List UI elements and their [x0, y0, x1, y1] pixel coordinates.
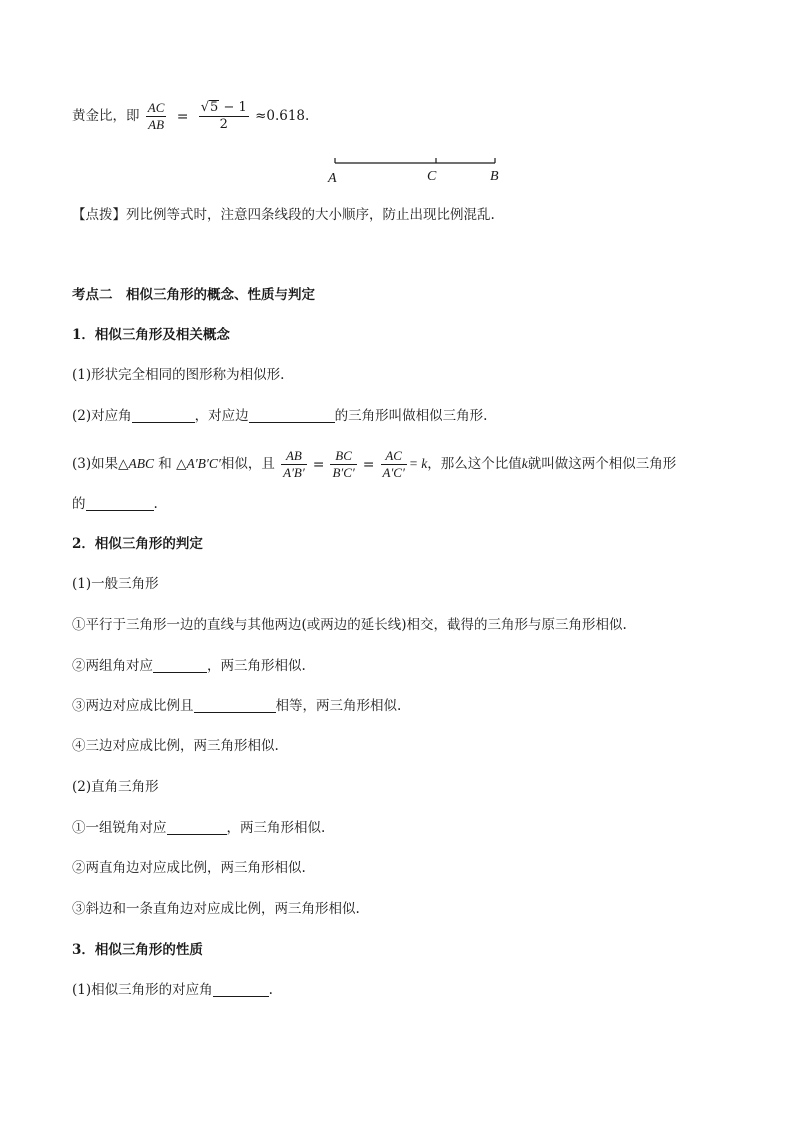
fraction-sqrt5 [199, 100, 249, 133]
s1-item2-c: 的三角形叫做相似三角形. [334, 408, 488, 424]
minus-one: − 1 [219, 100, 247, 115]
tip-line: 【点拨】列比例等式时，注意四条线段的大小顺序，防止出现比例混乱. [72, 207, 495, 223]
ratio-k: k [521, 456, 528, 471]
fraction-ab [281, 448, 307, 481]
s1-item3-e: 的 [72, 496, 86, 512]
triangle-abc-prime: A′B′C′ [186, 456, 221, 471]
section-title: 考点二 相似三角形的概念、性质与判定 [72, 287, 315, 303]
answer-blank[interactable] [249, 408, 335, 423]
s2-r3: ③斜边和一条直角边对应成比例，两三角形相似. [72, 901, 360, 917]
fraction-denominator: A′B′ [283, 465, 305, 480]
answer-blank[interactable] [153, 658, 207, 673]
fraction-ac [381, 448, 407, 481]
s2-heading: 2．相似三角形的判定 [72, 536, 203, 552]
s1-item3 [72, 444, 676, 485]
answer-blank[interactable] [213, 982, 269, 997]
s1-item2-b: ，对应边 [194, 408, 249, 424]
s2-g3-b: 相等，两三角形相似. [275, 698, 402, 714]
fraction-denominator: AB [148, 117, 165, 132]
fraction-denominator: A′C′ [382, 465, 405, 480]
s2-r2: ②两直角边对应成比例，两三角形相似. [72, 860, 306, 876]
s1-item3-and: 和 △ [154, 456, 187, 472]
s3-heading: 3．相似三角形的性质 [72, 942, 203, 958]
s2-r1 [72, 818, 325, 838]
s2-right: (2)直角三角形 [72, 779, 159, 795]
s2-general: (1)一般三角形 [72, 576, 159, 592]
golden-ratio-line [72, 96, 309, 137]
fraction-numerator: AC [147, 100, 165, 115]
answer-blank[interactable] [194, 698, 276, 713]
s2-g3 [72, 696, 401, 716]
s1-item3-b: 相似，且 [220, 456, 275, 472]
fraction-numerator: AB [281, 448, 307, 465]
s3-p1-a: (1)相似三角形的对应角 [72, 982, 213, 998]
s2-r1-b: ，两三角形相似. [226, 820, 326, 836]
golden-prefix: 黄金比，即 [72, 108, 140, 124]
s2-g3-a: ③两边对应成比例且 [72, 698, 194, 714]
s1-item3-a: (3)如果△ [72, 456, 129, 472]
equals-sign: = [362, 456, 375, 473]
equals-sign: = [176, 108, 189, 125]
s2-g2-b: ，两三角形相似. [207, 658, 306, 674]
answer-blank[interactable] [167, 820, 227, 835]
answer-blank[interactable] [86, 496, 154, 511]
fraction-numerator: AC [381, 448, 407, 465]
s1-item2-a: (2)对应角 [72, 408, 132, 424]
radical-sign: √ [200, 100, 210, 115]
s2-g2-a: ②两组角对应 [72, 658, 153, 674]
s2-g4: ④三边对应成比例，两三角形相似. [72, 738, 279, 754]
s1-item3-c: ，那么这个比值 [427, 456, 522, 472]
s1-item1: (1)形状完全相同的图形称为相似形. [72, 367, 285, 383]
golden-value: ≈0.618. [255, 108, 310, 124]
s1-item2 [72, 406, 487, 426]
fraction-numerator [199, 100, 249, 117]
s3-p1-b: . [268, 982, 273, 998]
triangle-abc: ABC [128, 456, 155, 471]
s1-item3-d: 就叫做这两个相似三角形 [527, 456, 677, 472]
label-b: B [490, 169, 499, 184]
radicand: 5 [210, 100, 219, 115]
s3-p1 [72, 980, 273, 1000]
fraction-ac-ab [146, 100, 167, 133]
fraction-bc [330, 448, 356, 481]
segment-figure [320, 152, 510, 188]
s1-heading: 1．相似三角形及相关概念 [72, 327, 230, 343]
equals-k: = k [408, 456, 428, 471]
fraction-numerator: BC [330, 448, 356, 465]
s1-item3-cont [72, 494, 158, 514]
s1-item3-f: . [153, 496, 158, 512]
fraction-denominator: 2 [219, 117, 228, 132]
answer-blank[interactable] [132, 408, 195, 423]
s2-r1-a: ①一组锐角对应 [72, 820, 167, 836]
fraction-denominator: B′C′ [332, 465, 355, 480]
s2-g1: ①平行于三角形一边的直线与其他两边(或两边的延长线)相交，截得的三角形与原三角形相似. [72, 617, 627, 633]
equals-sign: = [312, 456, 325, 473]
s2-g2 [72, 656, 306, 676]
label-c: C [427, 169, 437, 184]
label-a: A [328, 171, 337, 186]
